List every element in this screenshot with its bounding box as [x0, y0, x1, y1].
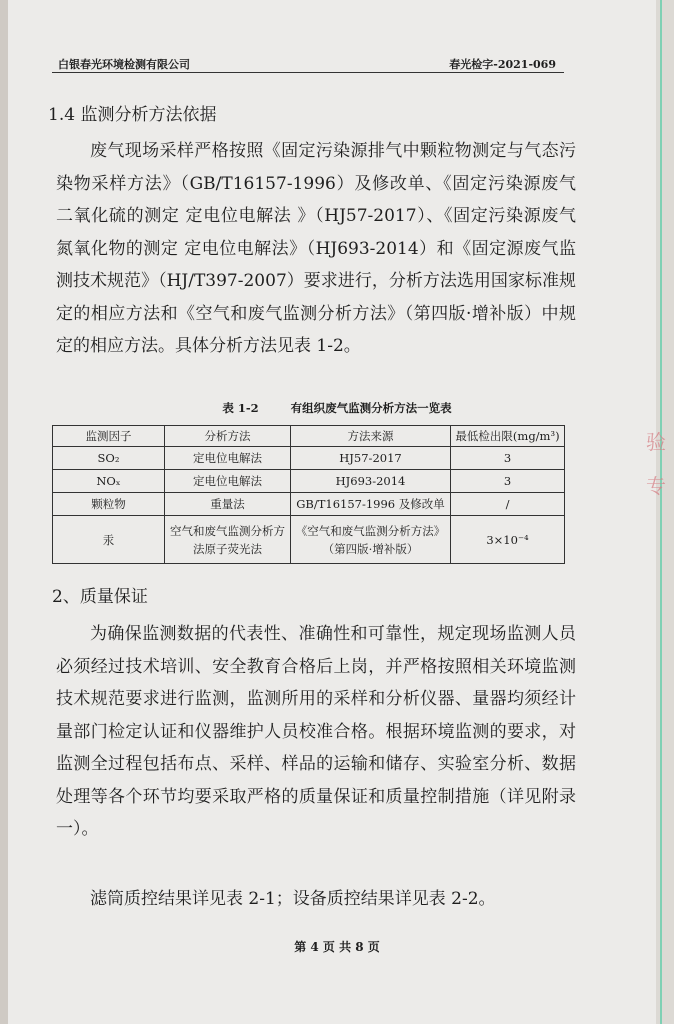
- table-cell: 定电位电解法: [165, 470, 291, 493]
- table-cell: NOₓ: [53, 470, 165, 493]
- section-2-qc-note: 滤筒质控结果详见表 2-1；设备质控结果详见表 2-2。: [90, 889, 496, 909]
- section-1-4-title: 1.4 监测分析方法依据: [48, 105, 217, 125]
- analysis-methods-table: [52, 425, 565, 564]
- header-cell: 最低检出限(mg/m³): [451, 426, 565, 447]
- table-cell: SO₂: [53, 447, 165, 470]
- company-name: 白银春光环境检测有限公司: [58, 58, 190, 71]
- header-cell: 监测因子: [53, 426, 165, 447]
- table-row: [53, 447, 565, 470]
- page-header: [52, 54, 564, 73]
- table-cell: 3: [451, 470, 565, 493]
- table-cell: 《空气和废气监测分析方法》（第四版·增补版）: [291, 516, 451, 564]
- table-row: [53, 470, 565, 493]
- table-row: [53, 493, 565, 516]
- table-caption: [0, 400, 674, 416]
- table-cell: 3: [451, 447, 565, 470]
- table-cell: HJ693-2014: [291, 470, 451, 493]
- table-cell: HJ57-2017: [291, 447, 451, 470]
- table-cell: 颗粒物: [53, 493, 165, 516]
- table-row: [53, 516, 565, 564]
- section-2-paragraph: 为确保监测数据的代表性、准确性和可靠性，规定现场监测人员必须经过技术培训、安全教育合格后上岗，并严格按照相关环境监测技术规范要求进行监测，监测所用的采样和分析仪器、量器均须经计量部门检定认证和仪器维护人员校准合格。根据环境监测的要求，对监测全过程包括布点、采样、样品的运输和储存、实验室分析、数据处理等各个环节均要采取严格的质量保证和质量控制措施（详见附录一）。: [56, 624, 576, 839]
- table-cell: 重量法: [165, 493, 291, 516]
- document-number: 春光检字-2021-069: [449, 58, 556, 71]
- section-2-title: 2、质量保证: [52, 587, 148, 607]
- header-cell: 方法来源: [291, 426, 451, 447]
- table-cell: 定电位电解法: [165, 447, 291, 470]
- table-title: 有组织废气监测分析方法一览表: [290, 401, 452, 415]
- header-cell: 分析方法: [165, 426, 291, 447]
- table-header-row: [53, 426, 565, 447]
- page-number: 第 4 页 共 8 页: [294, 940, 380, 954]
- section-1-4-paragraph: 废气现场采样严格按照《固定污染源排气中颗粒物测定与气态污染物采样方法》（GB/T16157-1996）及修改单、《固定污染源废气 二氧化硫的测定 定电位电解法 》（HJ57-2017）、《固定污染源废气 氮氧化物的测定 定电位电解法》（HJ693-2014）和《固定源废气监测技术规范》（HJ/T397-2007）要求进行，分析方法选用国家标准规定的相应方法和《空气和废气监测分析方法》（第四版·增补版）中规定的相应方法。具体分析方法见表 1-2。: [56, 141, 576, 356]
- table-cell: GB/T16157-1996 及修改单: [291, 493, 451, 516]
- table-number: 表 1-2: [222, 401, 259, 415]
- table-cell: 汞: [53, 516, 165, 564]
- table-cell: /: [451, 493, 565, 516]
- red-seal-stamp: 验 专: [646, 430, 666, 498]
- table-cell: 空气和废气监测分析方法原子荧光法: [165, 516, 291, 564]
- table-cell: 3×10⁻⁴: [451, 516, 565, 564]
